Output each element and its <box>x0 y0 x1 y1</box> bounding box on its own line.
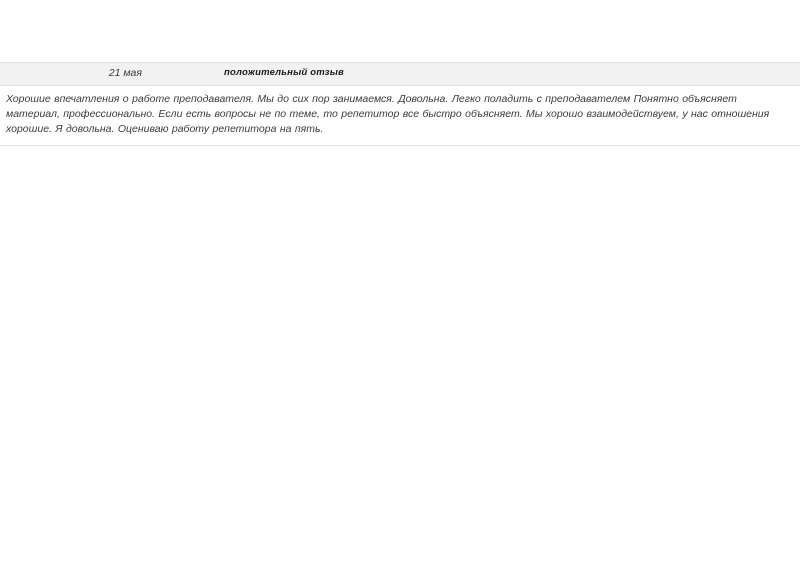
review-header <box>0 62 800 86</box>
review-item <box>0 62 800 146</box>
review-body <box>0 86 800 146</box>
review-text: Хорошие впечатления о работе преподавателя. Мы до сих пор занимаемся. Довольна. Легко поладить с преподавателем Понятно объясняет материал, профессионально. Если есть вопросы не по теме, то репетитор все быстро объясняет. Мы хорошо взаимодействуем, у нас отношения хорошие. Я довольна. Оцениваю работу репетитора на пять. <box>6 93 770 135</box>
review-date: 21 мая <box>108 67 142 79</box>
review-verdict-label: положительный отзыв <box>224 67 344 78</box>
